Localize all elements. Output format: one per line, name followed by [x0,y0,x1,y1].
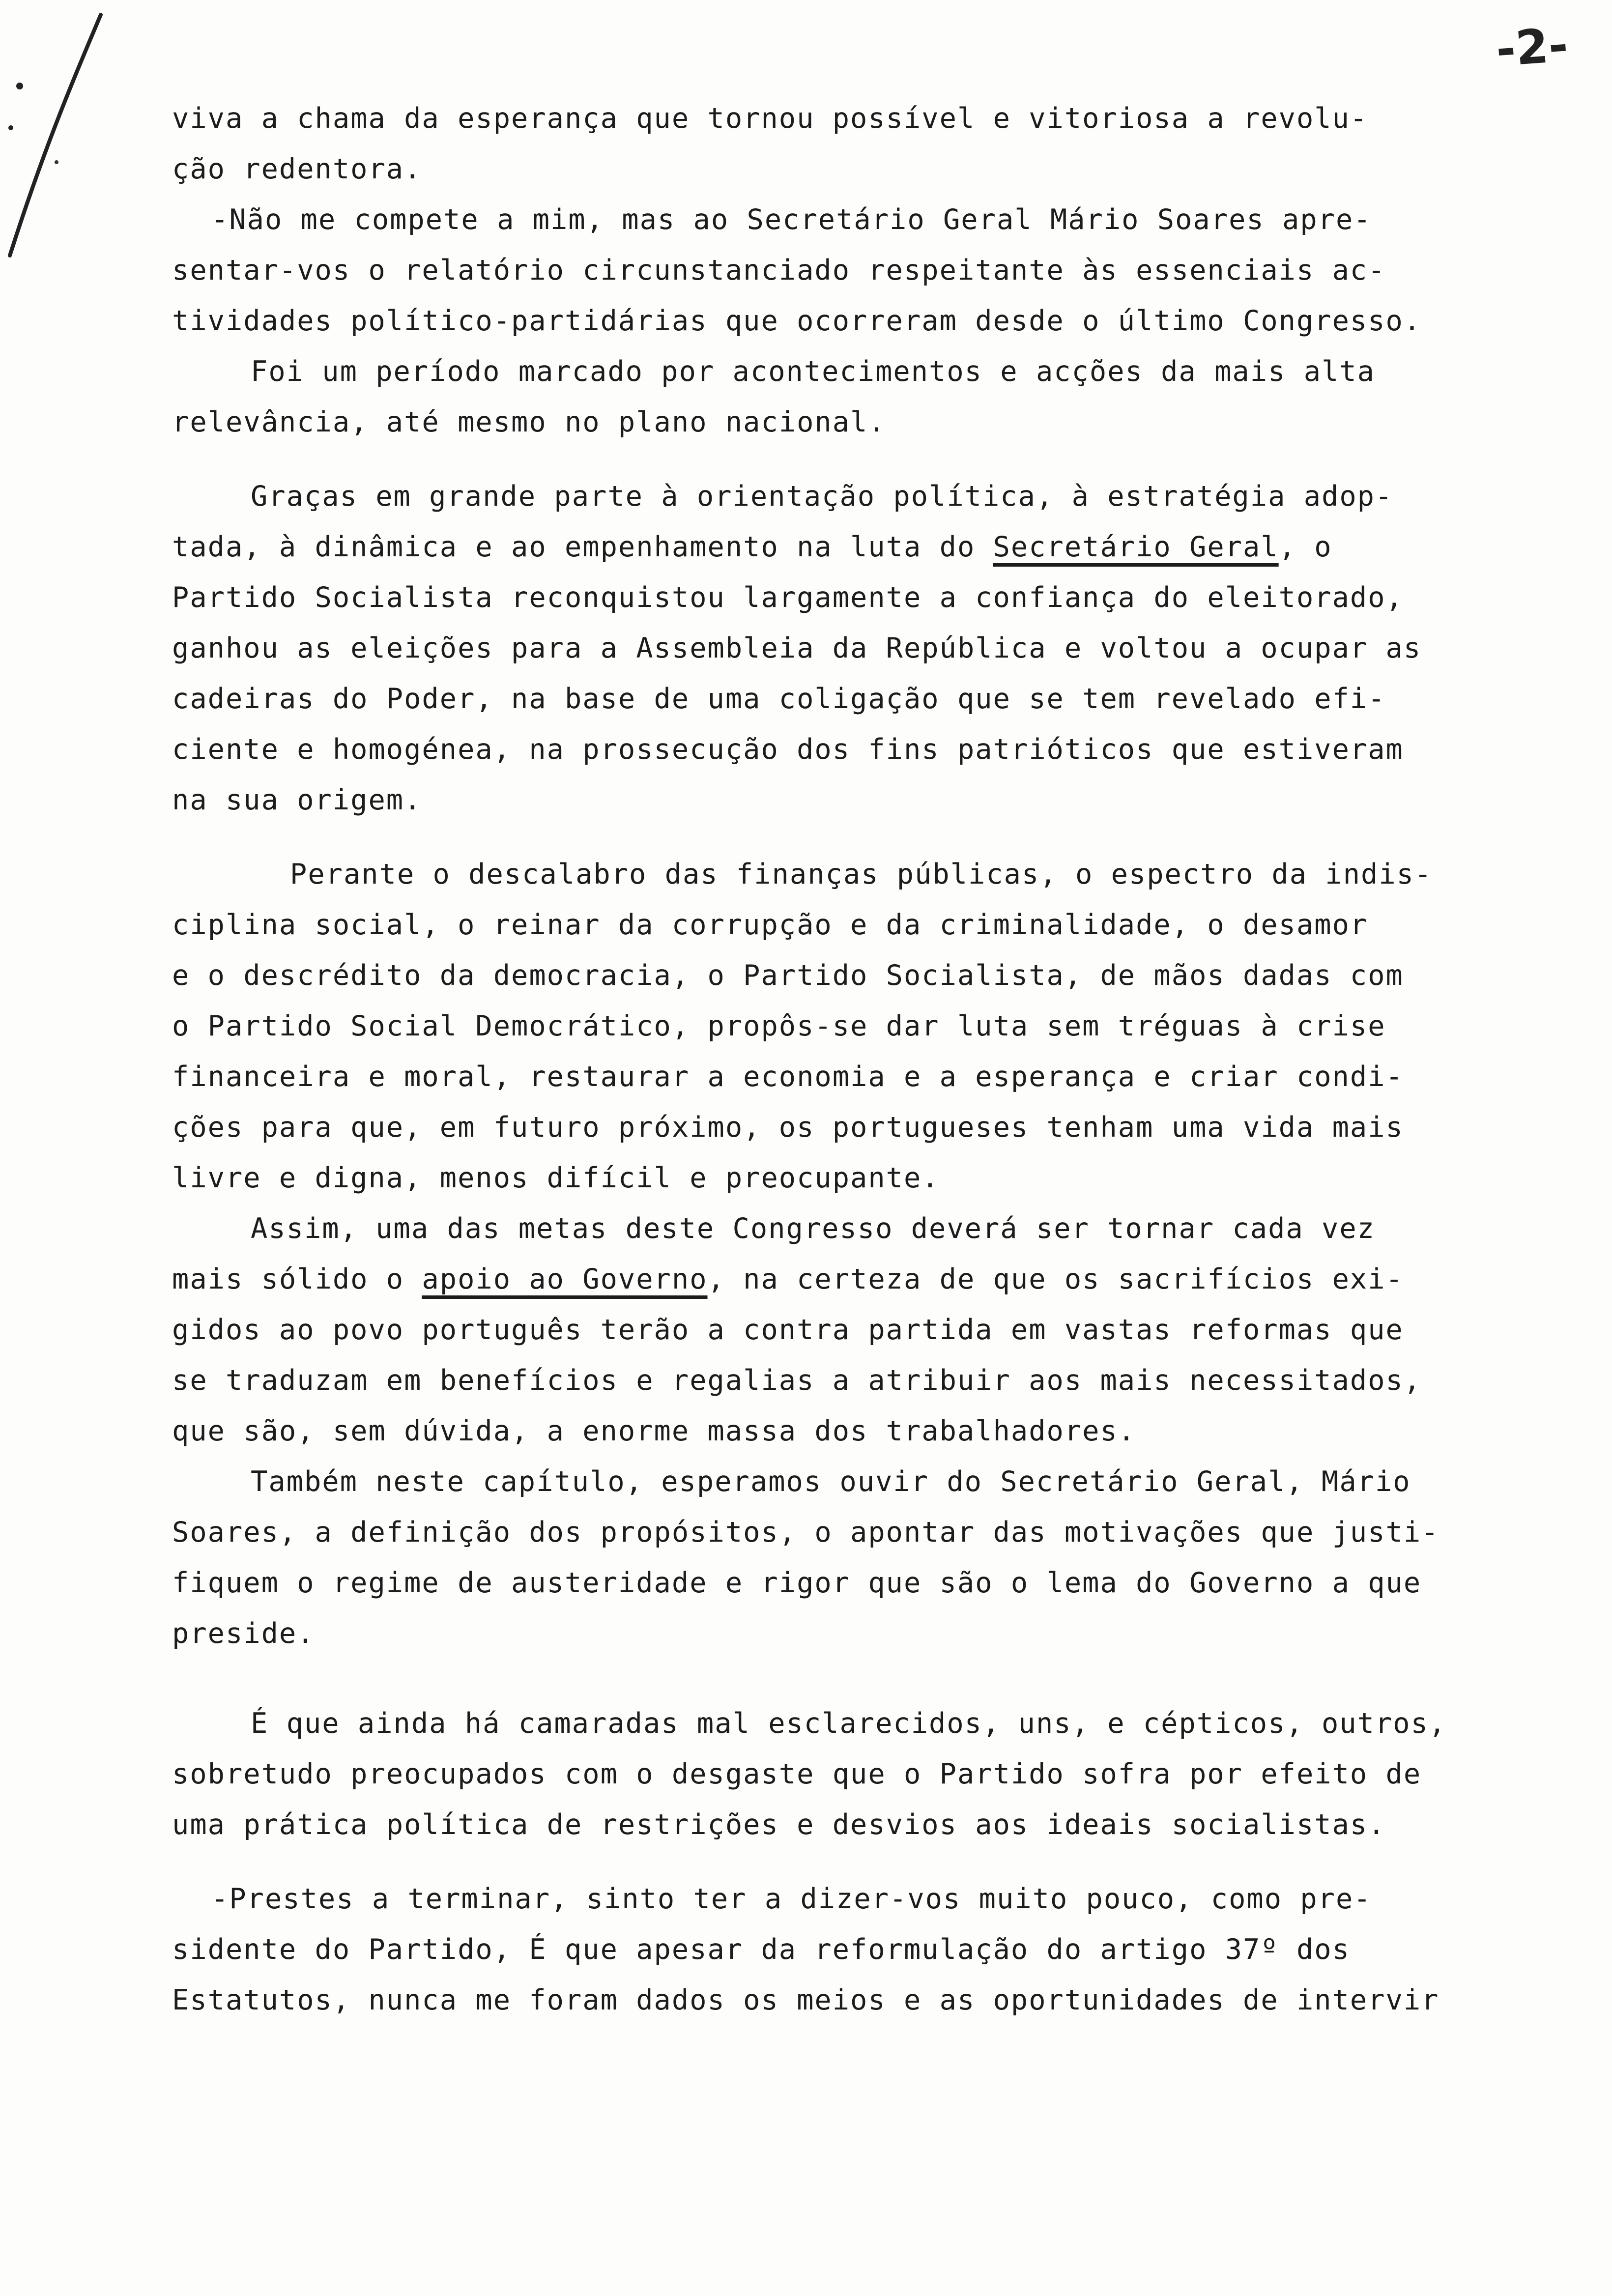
text-line: preside. [172,1617,315,1650]
text-line: ganhou as eleições para a Assembleia da República e voltou a ocupar as [172,632,1422,664]
text-line: cadeiras do Poder, na base de uma coligação que se tem revelado efi- [172,683,1386,715]
text-line: mais sólido o [172,1263,422,1295]
text-line: na sua origem. [172,784,422,816]
text-line: ção redentora. [172,153,422,185]
text-line: tividades político-partidárias que ocorreram desde o último Congresso. [172,305,1422,337]
underlined-apoio-ao-governo: apoio ao Governo [422,1263,708,1295]
paragraph-3 [172,346,1587,448]
text-line: tada, à dinâmica e ao empenhamento na luta do [172,531,993,563]
paragraph-5 [172,849,1587,1204]
text-line: relevância, até mesmo no plano nacional. [172,406,886,438]
text-line: gidos ao povo português terão a contra partida em vastas reformas que [172,1314,1404,1346]
text-line: ciplina social, o reinar da corrupção e da criminalidade, o desamor [172,909,1368,941]
margin-pen-stroke [0,0,118,275]
text-line: se traduzam em benefícios e regalias a atribuir aos mais necessitados, [172,1364,1422,1397]
text-line: fiquem o regime de austeridade e rigor que são o lema do Governo a que [172,1567,1422,1599]
text-line: Foi um período marcado por acontecimentos e acções da mais alta [251,355,1375,388]
paragraph-9 [172,1874,1587,2026]
page-number: -2- [1494,17,1570,77]
text-line: ções para que, em futuro próximo, os portugueses tenham uma vida mais [172,1111,1404,1144]
text-line: Estatutos, nunca me foram dados os meios e as oportunidades de intervir [172,1984,1439,2016]
paragraph-1 [172,93,1587,195]
paragraph-8 [172,1698,1587,1850]
text-line: Também neste capítulo, esperamos ouvir do Secretário Geral, Mário [251,1465,1411,1498]
text-line: viva a chama da esperança que tornou possível e vitoriosa a revolu- [172,102,1368,135]
paragraph-6 [172,1204,1587,1457]
paragraph-2 [172,195,1587,346]
text-line: É que ainda há camaradas mal esclarecidos, uns, e cépticos, outros, [251,1707,1447,1740]
text-line: sobretudo preocupados com o desgaste que o Partido sofra por efeito de [172,1758,1422,1790]
text-line: -Não me compete a mim, mas ao Secretário Geral Mário Soares apre- [211,203,1372,236]
letter-body [172,93,1587,2026]
text-line: uma prática política de restrições e desvios aos ideais socialistas. [172,1808,1386,1841]
text-line: , o [1278,531,1332,563]
text-line: que são, sem dúvida, a enorme massa dos trabalhadores. [172,1415,1136,1447]
text-line: financeira e moral, restaurar a economia e a esperança e criar condi- [172,1061,1404,1093]
text-line: Graças em grande parte à orientação política, à estratégia adop- [251,480,1393,513]
text-line: e o descrédito da democracia, o Partido Socialista, de mãos dadas com [172,959,1404,992]
text-line: Assim, uma das metas deste Congresso deverá ser tornar cada vez [251,1212,1375,1245]
text-line: Partido Socialista reconquistou largamente a confiança do eleitorado, [172,581,1404,614]
text-line: ciente e homogénea, na prossecução dos fins patrióticos que estiveram [172,733,1404,766]
text-line: Perante o descalabro das finanças públicas, o espectro da indis- [290,858,1433,890]
paragraph-4 [172,471,1587,826]
paragraph-7 [172,1457,1587,1659]
text-line: Soares, a definição dos propósitos, o apontar das motivações que justi- [172,1516,1439,1549]
text-line: sidente do Partido, É que apesar da reformulação do artigo 37º dos [172,1933,1350,1966]
text-line: sentar-vos o relatório circunstanciado respeitante às essenciais ac- [172,254,1386,287]
text-line: livre e digna, menos difícil e preocupante. [172,1162,940,1194]
underlined-secretario-geral: Secretário Geral [993,531,1279,563]
text-line: -Prestes a terminar, sinto ter a dizer-vos muito pouco, como pre- [211,1883,1372,1915]
text-line: , na certeza de que os sacrifícios exi- [707,1263,1404,1295]
text-line: o Partido Social Democrático, propôs-se dar luta sem tréguas à crise [172,1010,1386,1042]
